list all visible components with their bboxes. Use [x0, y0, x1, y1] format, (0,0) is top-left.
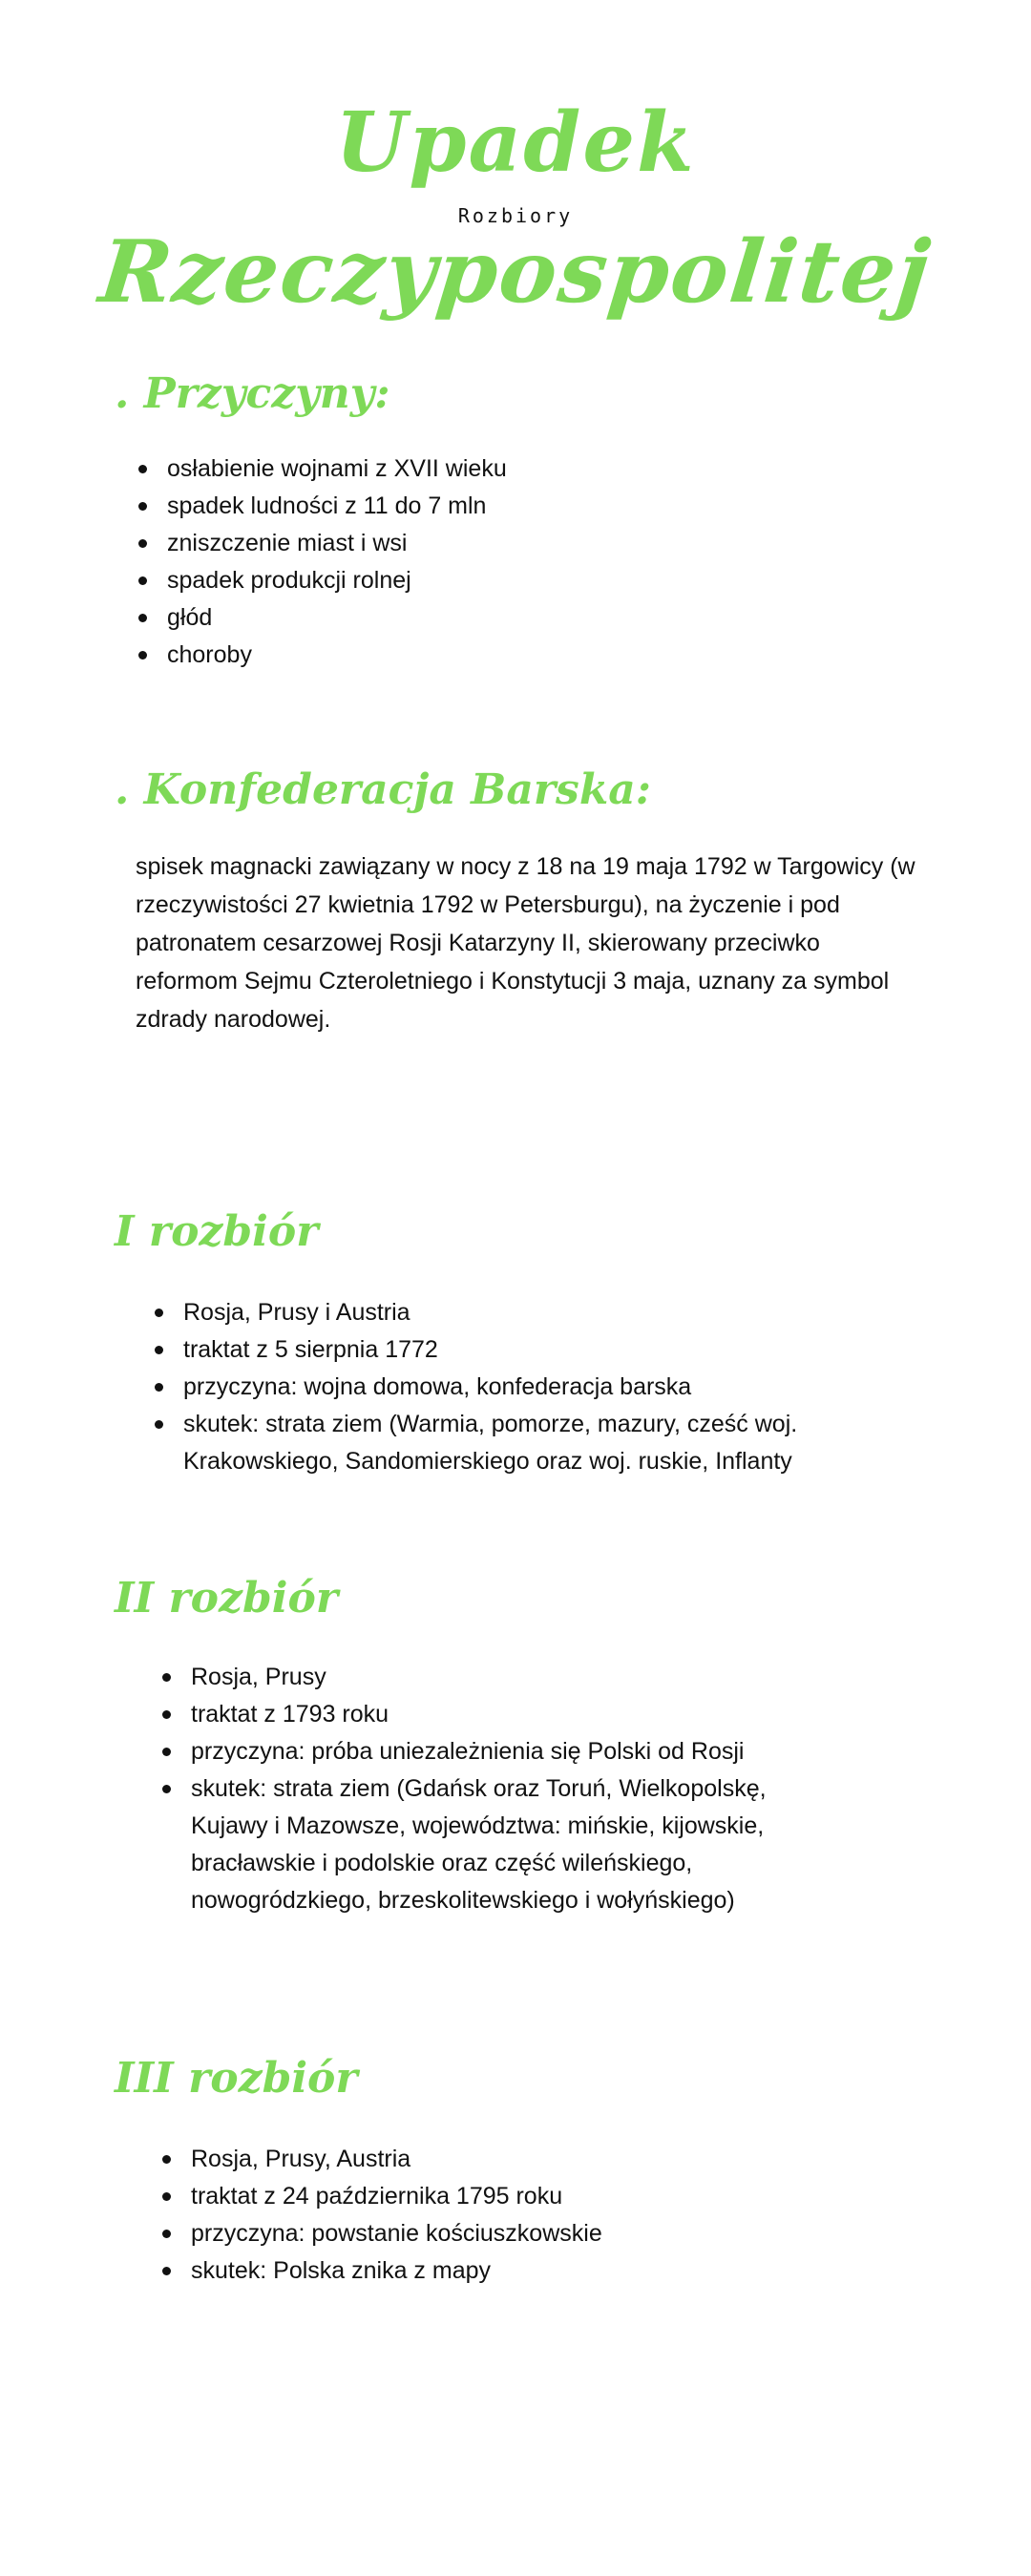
- causes-list: [138, 450, 921, 674]
- causes-heading: . Przyczyny:: [115, 369, 390, 418]
- confederation-text: spisek magnacki zawiązany w nocy z 18 na 19 maja 1792 w Targowicy (w rzeczywistości 27 kwietnia 1792 w Petersburgu), na życzenie i pod patronatem cesarzowej Rosji Katarzyny II, skierowany przeciwko reformom Sejmu Czteroletniego i Konstytucji 3 maja, uznany za symbol zdrady narodowej.: [136, 853, 915, 1033]
- partition2-heading: II rozbiór: [115, 1574, 339, 1623]
- list-item: choroby: [138, 637, 921, 674]
- list-item: przyczyna: wojna domowa, konfederacja barska: [155, 1369, 842, 1406]
- confederation-heading: . Konfederacja Barska:: [115, 765, 652, 814]
- list-item: zniszczenie miast i wsi: [138, 525, 921, 562]
- list-item: skutek: Polska znika z mapy: [162, 2252, 850, 2290]
- title-line-1: Upadek: [335, 94, 696, 191]
- list-item: traktat z 1793 roku: [162, 1696, 783, 1733]
- partition1-list: [155, 1294, 842, 1480]
- partition1-heading: I rozbiór: [115, 1207, 319, 1256]
- list-item: Rosja, Prusy: [162, 1659, 783, 1696]
- partition2-list: [162, 1659, 783, 1919]
- list-item: skutek: strata ziem (Gdańsk oraz Toruń, Wielkopolskę, Kujawy i Mazowsze, województwa: mińskie, kijowskie, bracławskie i podolskie oraz część wileńskiego, nowogródzkiego, brzeskolitewskiego i wołyńskiego): [162, 1770, 783, 1919]
- list-item: traktat z 5 sierpnia 1772: [155, 1331, 842, 1369]
- list-item: spadek produkcji rolnej: [138, 562, 921, 599]
- list-item: przyczyna: próba uniezależnienia się Polski od Rosji: [162, 1733, 783, 1770]
- title-line-2: Rzeczypospolitej: [95, 221, 936, 323]
- list-item: skutek: strata ziem (Warmia, pomorze, mazury, cześć woj. Krakowskiego, Sandomierskiego oraz woj. ruskie, Inflanty: [155, 1406, 842, 1480]
- subtitle: Rozbiory: [457, 204, 574, 227]
- list-item: osłabienie wojnami z XVII wieku: [138, 450, 921, 488]
- list-item: głód: [138, 599, 921, 637]
- list-item: Rosja, Prusy, Austria: [162, 2141, 850, 2178]
- partition3-heading: III rozbiór: [115, 2054, 358, 2103]
- list-item: Rosja, Prusy i Austria: [155, 1294, 842, 1331]
- list-item: spadek ludności z 11 do 7 mln: [138, 488, 921, 525]
- list-item: przyczyna: powstanie kościuszkowskie: [162, 2215, 850, 2252]
- list-item: traktat z 24 października 1795 roku: [162, 2178, 850, 2215]
- partition3-list: [162, 2141, 850, 2290]
